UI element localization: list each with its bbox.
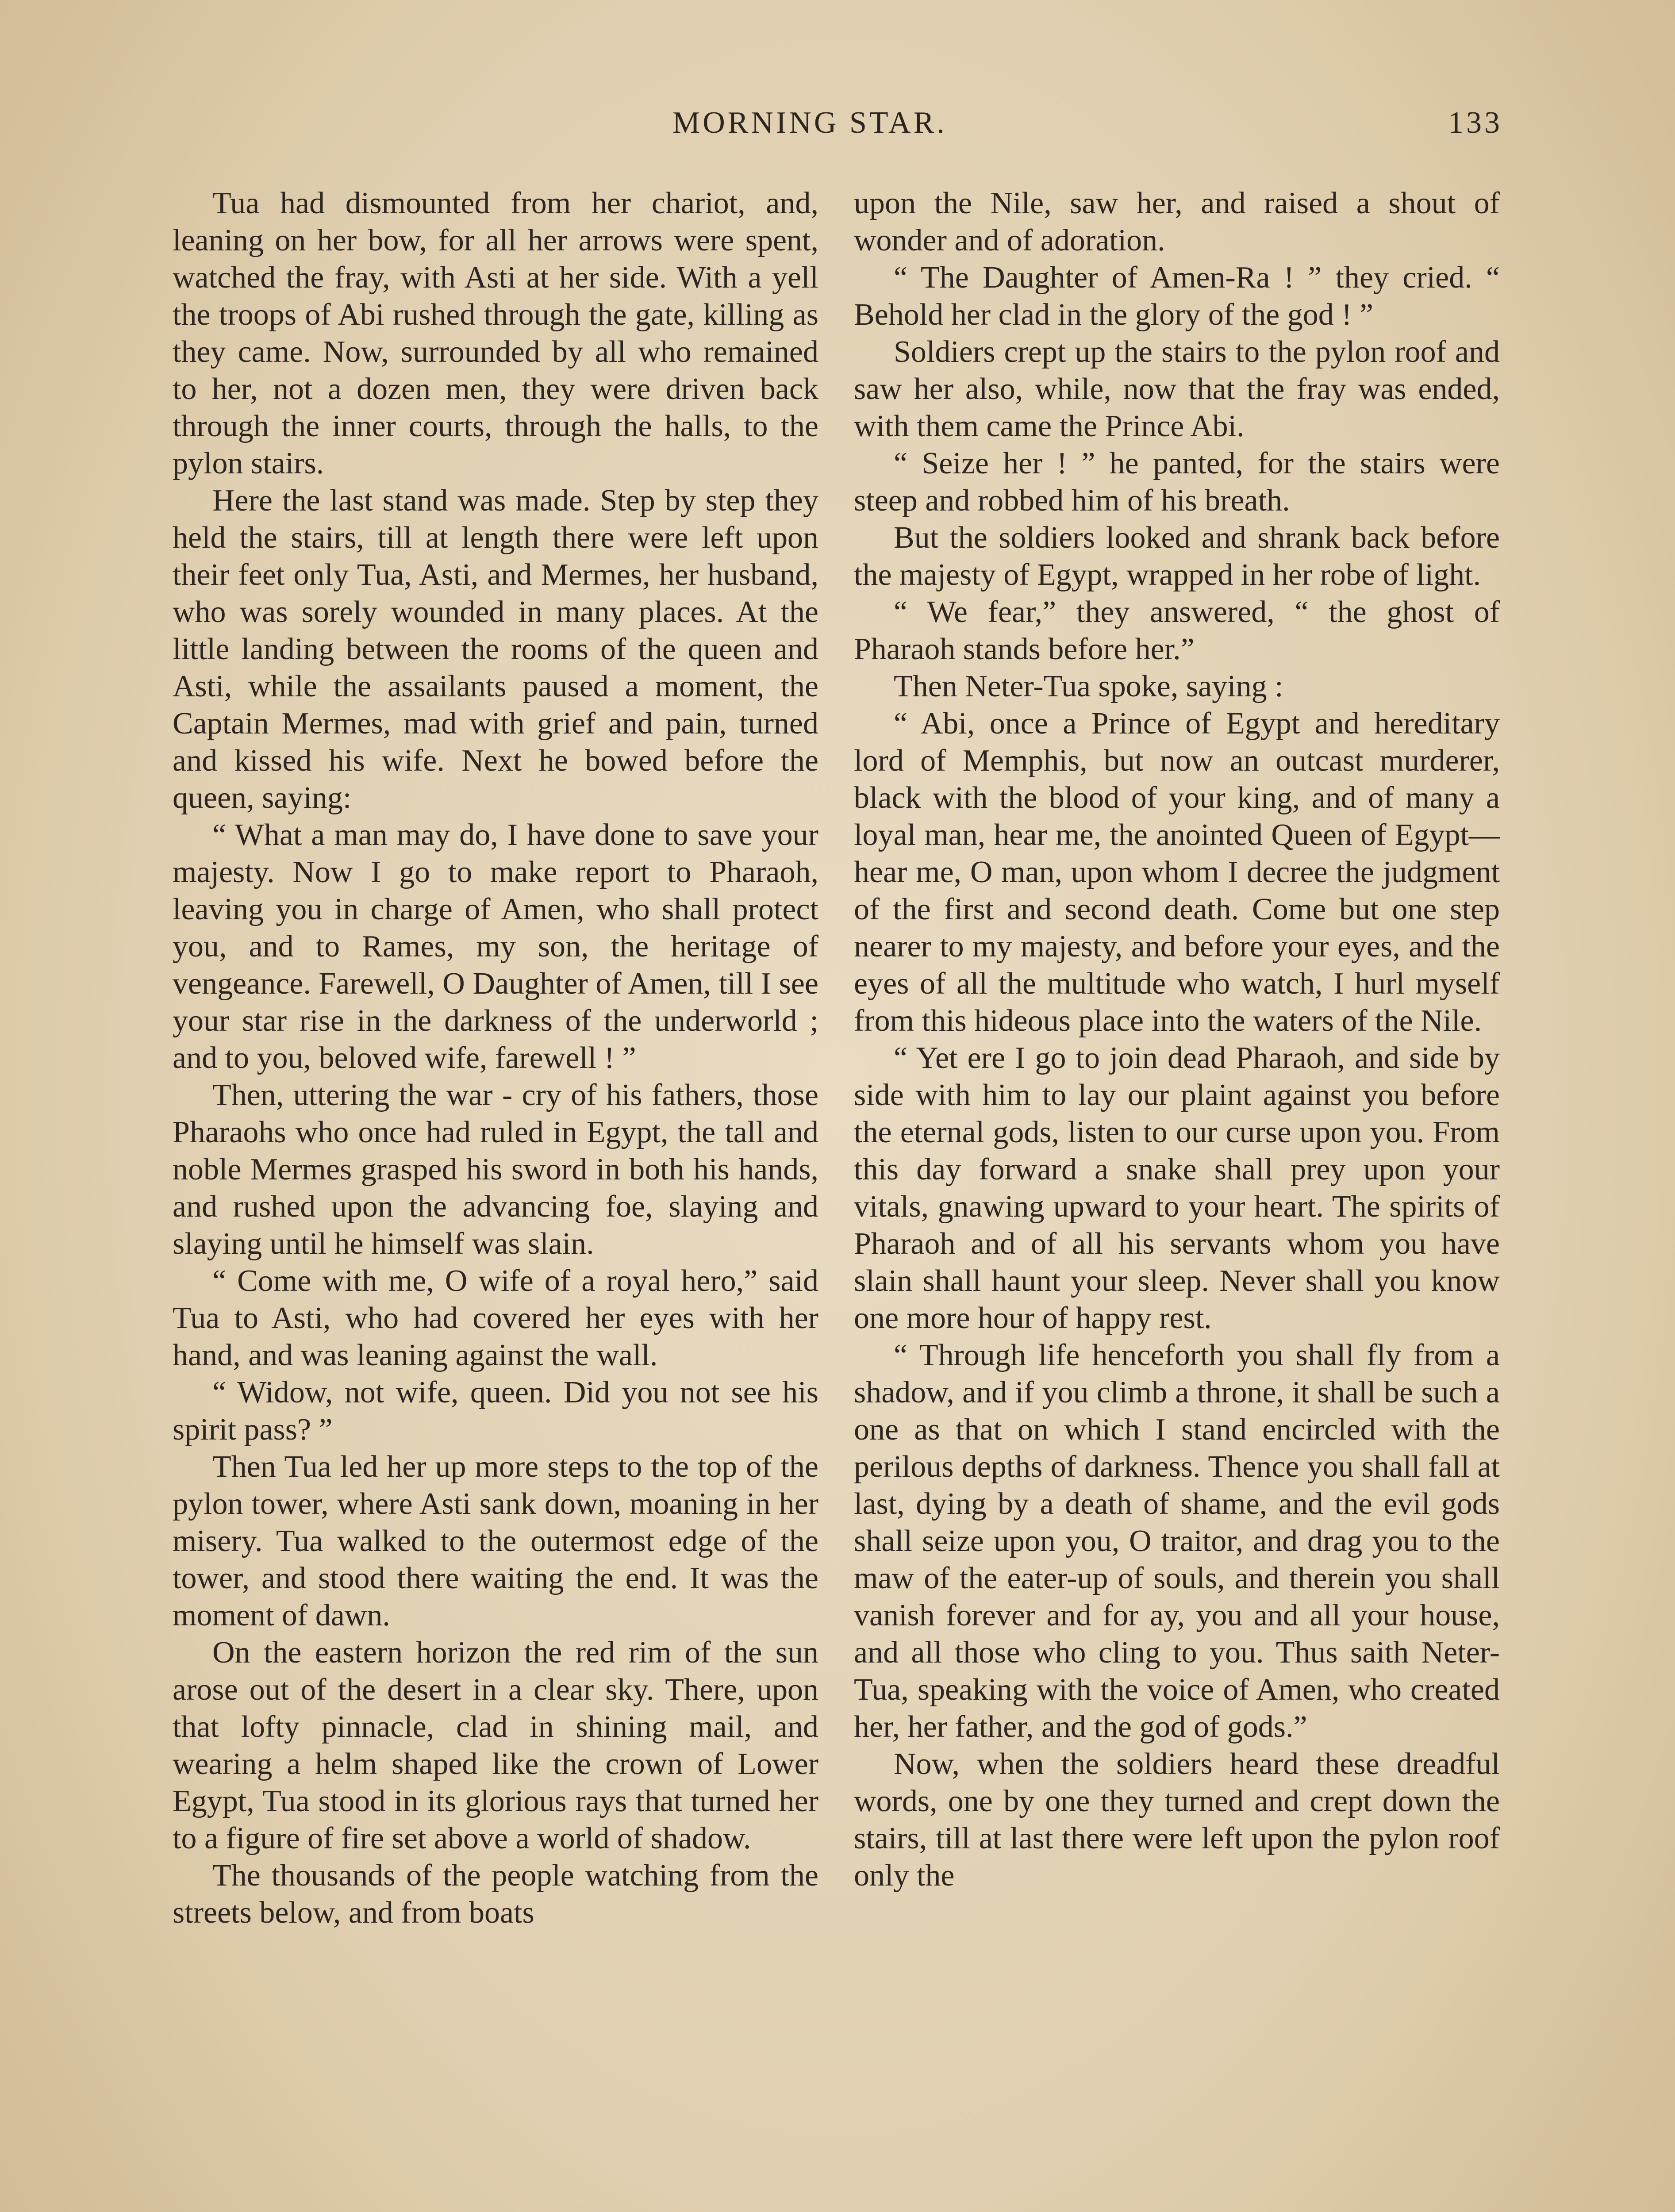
paragraph: Tua had dismounted from her chariot, and, leaning on her bow, for all her arrows were spent, watched the fray, with Asti at her side. With a yell the troops of Abi rushed through the gate, killing as they came. Now, surrounded by all who remained to her, not a dozen men, they were driven back through the inner courts, through the halls, to the pylon stairs. bbox=[173, 186, 818, 480]
paragraph: “ Widow, not wife, queen. Did you not see his spirit pass? ” bbox=[173, 1375, 818, 1447]
running-header bbox=[672, 105, 1502, 158]
paragraph: “ Come with me, O wife of a royal hero,” said Tua to Asti, who had covered her eyes with her hand, and was leaning against the wall. bbox=[173, 1264, 818, 1372]
paragraph: “ Abi, once a Prince of Egypt and hereditary lord of Memphis, but now an outcast murderer, black with the blood of your king, and of many a loyal man, hear me, the anointed Queen of Egypt—hear me, O man, upon whom I decree the judgment of the first and second death. Come but one step nearer to my majesty, and before your eyes, and the eyes of all the multitude who watch, I hurl myself from this hideous place into the waters of the Nile. bbox=[854, 707, 1500, 1038]
paragraph: “ Yet ere I go to join dead Pharaoh, and side by side with him to lay our plaint against you before the eternal gods, listen to our curse upon you. From this day forward a snake shall prey upon your vitals, gnawing upward to your heart. The spirits of Pharaoh and of all his servants whom you have slain shall haunt your sleep. Never shall you know one more hour of happy rest. bbox=[854, 1041, 1500, 1335]
paragraph: Then, uttering the war - cry of his fathers, those Pharaohs who once had ruled in Egypt, the tall and noble Mermes grasped his sword in both his hands, and rushed upon the advancing foe, slaying and slaying until he himself was slain. bbox=[173, 1078, 818, 1261]
right-column bbox=[854, 185, 1500, 2212]
left-column bbox=[173, 185, 818, 2212]
paragraph: “ Seize her ! ” he panted, for the stairs were steep and robbed him of his breath. bbox=[854, 446, 1500, 518]
paragraph: Then Neter-Tua spoke, saying : bbox=[894, 669, 1283, 703]
paragraph: “ We fear,” they answered, “ the ghost of Pharaoh stands before her.” bbox=[854, 595, 1500, 666]
paragraph: But the soldiers looked and shrank back before the majesty of Egypt, wrapped in her robe of light. bbox=[854, 521, 1500, 592]
paragraph: On the eastern horizon the red rim of the sun arose out of the desert in a clear sky. There, upon that lofty pinnacle, clad in shining mail, and wearing a helm shaped like the crown of Lower Egypt, Tua stood in its glorious rays that turned her to a figure of fire set above a world of shadow. bbox=[173, 1636, 818, 1855]
paragraph: “ The Daughter of Amen-Ra ! ” they cried. “ Behold her clad in the glory of the god ! ” bbox=[854, 261, 1500, 332]
paragraph: Here the last stand was made. Step by step they held the stairs, till at length there were left upon their feet only Tua, Asti, and Mermes, her husband, who was sorely wounded in many places. At the little landing between the rooms of the queen and Asti, while the assailants paused a moment, the Captain Mermes, mad with grief and pain, turned and kissed his wife. Next he bowed before the queen, saying: bbox=[173, 484, 818, 815]
running-title: MORNING STAR. bbox=[672, 106, 947, 140]
paragraph-continuation: upon the Nile, saw her, and raised a shout of wonder and of adoration. bbox=[854, 186, 1500, 257]
paragraph: The thousands of the people watching from the streets below, and from boats bbox=[173, 1859, 818, 1930]
page-number: 133 bbox=[1448, 106, 1502, 140]
paragraph: Now, when the soldiers heard these dreadful words, one by one they turned and crept down the stairs, till at last there were left upon the pylon roof only the bbox=[854, 1747, 1500, 1893]
paragraph: “ Through life henceforth you shall fly from a shadow, and if you climb a throne, it shall be such a one as that on which I stand encircled with the perilous depths of darkness. Thence you shall fall at last, dying by a death of shame, and the evil gods shall seize upon you, O traitor, and drag you to the maw of the eater-up of souls, and therein you shall vanish forever and for ay, you and all your house, and all those who cling to you. Thus saith Neter-Tua, speaking with the voice of Amen, who created her, her father, and the god of gods.” bbox=[854, 1338, 1500, 1744]
paragraph: Then Tua led her up more steps to the top of the pylon tower, where Asti sank down, moaning in her misery. Tua walked to the outermost edge of the tower, and stood there waiting the end. It was the moment of dawn. bbox=[173, 1450, 818, 1632]
paragraph: “ What a man may do, I have done to save your majesty. Now I go to make report to Pharaoh, leaving you in charge of Amen, who shall protect you, and to Rames, my son, the heritage of vengeance. Farewell, O Daughter of Amen, till I see your star rise in the darkness of the underworld ; and to you, beloved wife, farewell ! ” bbox=[173, 818, 818, 1075]
paragraph: Soldiers crept up the stairs to the pylon roof and saw her also, while, now that the fray was ended, with them came the Prince Abi. bbox=[854, 335, 1500, 443]
